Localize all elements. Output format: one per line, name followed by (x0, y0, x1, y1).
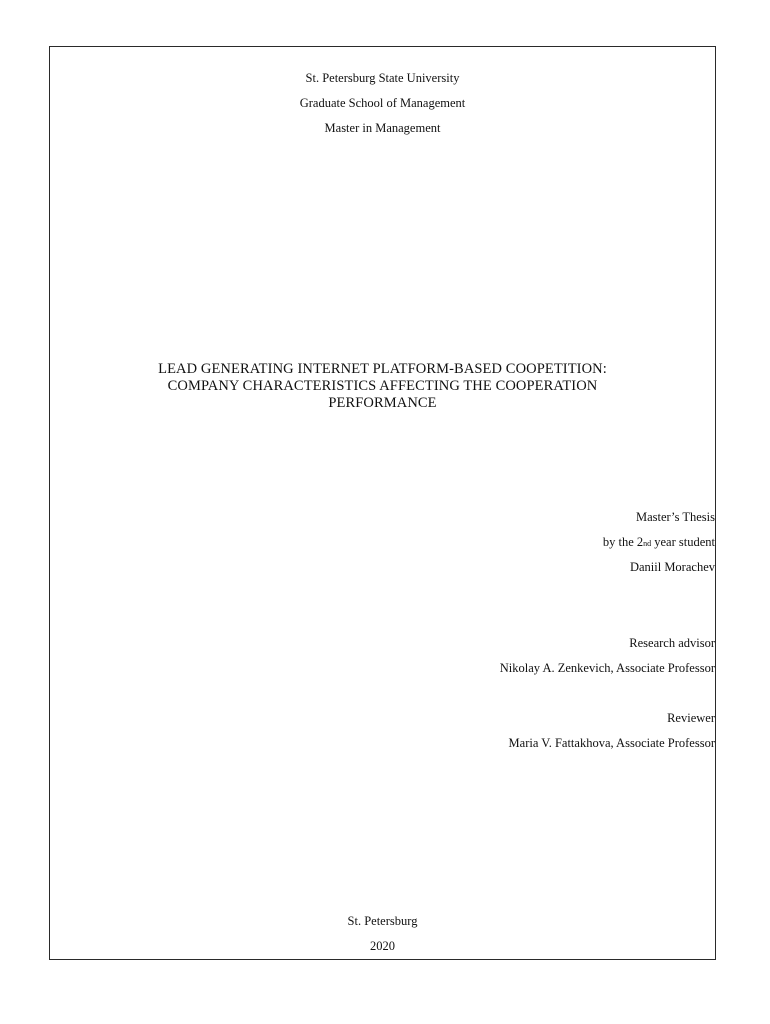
advisor-label: Research advisor (629, 636, 715, 650)
university-name: St. Petersburg State University (305, 71, 460, 85)
advisor-name: Nikolay A. Zenkevich, Associate Professor (499, 661, 715, 675)
student-year-suffix: year student (651, 535, 715, 549)
student-year-prefix: by the 2 (602, 535, 644, 549)
reviewer-label: Reviewer (667, 711, 715, 725)
thesis-title-line: LEAD GENERATING INTERNET PLATFORM-BASED COOPETITION: (158, 361, 607, 377)
advisor-info (500, 636, 715, 686)
reviewer-info (509, 711, 715, 761)
student-year (603, 535, 715, 560)
thesis-info (603, 510, 715, 585)
year: 2020 (370, 939, 395, 953)
author-name: Daniil Morachev (629, 560, 715, 574)
thesis-title-line: PERFORMANCE (328, 395, 437, 411)
city: St. Petersburg (347, 914, 418, 928)
reviewer-name: Maria V. Fattakhova, Associate Professor (508, 736, 715, 750)
thesis-title-line: COMPANY CHARACTERISTICS AFFECTING THE COOPERATION (167, 378, 598, 394)
thesis-title (50, 361, 715, 412)
thesis-type: Master’s Thesis (635, 510, 715, 524)
student-year-ordinal: nd (643, 539, 652, 548)
place-and-year (50, 914, 715, 964)
title-page (49, 46, 716, 960)
institution-header (50, 71, 715, 146)
school-name: Graduate School of Management (299, 96, 466, 110)
program-name: Master in Management (324, 121, 441, 135)
